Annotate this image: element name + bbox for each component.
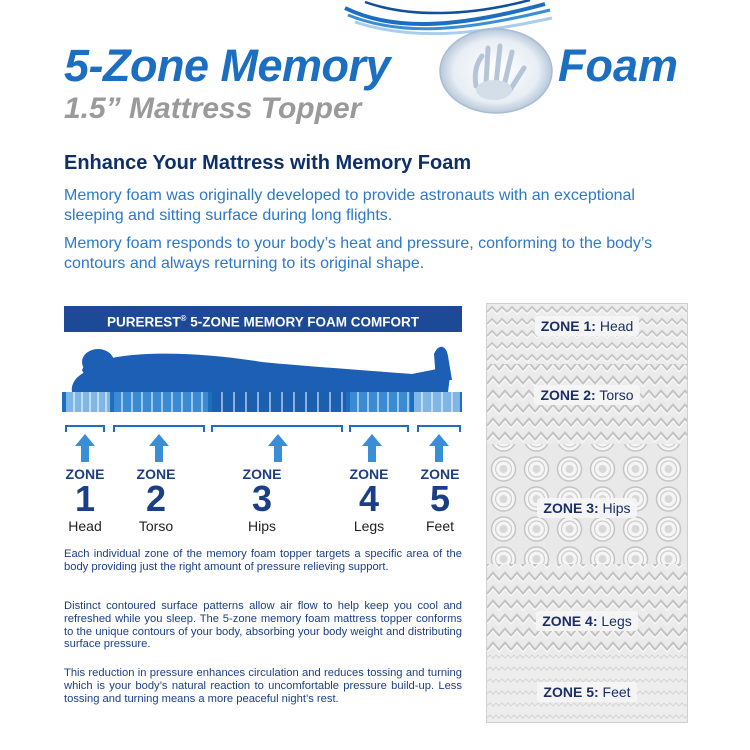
mattress-zones	[66, 392, 460, 412]
registered-mark: ®	[180, 314, 187, 323]
zone-brackets	[66, 426, 460, 432]
page-title: 5-Zone Memory	[64, 40, 391, 91]
foam-texture-panel	[486, 303, 688, 723]
handprint-icon	[436, 26, 556, 116]
body-paragraph: Distinct contoured surface patterns allow air flow to help keep you cool and refreshed while you sleep. The 5-zone memory foam mattress topper conforms to the unique contours of your body, absorbing your body weight and distributing surface pressure.	[64, 600, 462, 651]
zone-label-5: ZONE 5 Feet	[420, 466, 460, 534]
page-title-suffix: Foam	[558, 40, 679, 91]
foam-zone-label-5: ZONE 5: Feet	[507, 684, 667, 700]
zone-label-1: ZONE 1 Head	[65, 466, 105, 534]
foam-zone-label-3: ZONE 3: Hips	[507, 500, 667, 516]
banner-text: 5-ZONE MEMORY FOAM COMFORT	[186, 314, 419, 330]
zone-arrows	[75, 434, 449, 462]
section-heading: Enhance Your Mattress with Memory Foam	[64, 152, 472, 174]
intro-paragraph: Memory foam responds to your body’s heat and pressure, conforming to the body’s contours and always returning to its original shape.	[64, 235, 653, 272]
intro-paragraph: Memory foam was originally developed to provide astronauts with an exceptional sleeping and sitting surface during long flights.	[64, 187, 635, 224]
zone-label-3: ZONE 3 Hips	[242, 466, 282, 534]
foam-zone-label-2: ZONE 2: Torso	[507, 387, 667, 403]
foam-zone-label-1: ZONE 1: Head	[507, 318, 667, 334]
foam-zone-label-4: ZONE 4: Legs	[507, 613, 667, 629]
banner-brand: PUREREST	[107, 314, 181, 330]
page-subtitle: 1.5” Mattress Topper	[64, 92, 362, 125]
zone-diagram	[62, 340, 467, 465]
comfort-banner	[64, 306, 462, 332]
zone-label-4: ZONE 4 Legs	[349, 466, 389, 534]
body-silhouette	[72, 347, 452, 392]
body-paragraph: This reduction in pressure enhances circulation and reduces tossing and turning which is your body’s natural reaction to uncomfortable pressure build-up. Less tossing and turning means a more peaceful night’s rest.	[64, 667, 462, 705]
body-paragraph: Each individual zone of the memory foam topper targets a specific area of the body providing just the right amount of pressure relieving support.	[64, 548, 462, 573]
zone-label-2: ZONE 2 Torso	[136, 466, 176, 534]
